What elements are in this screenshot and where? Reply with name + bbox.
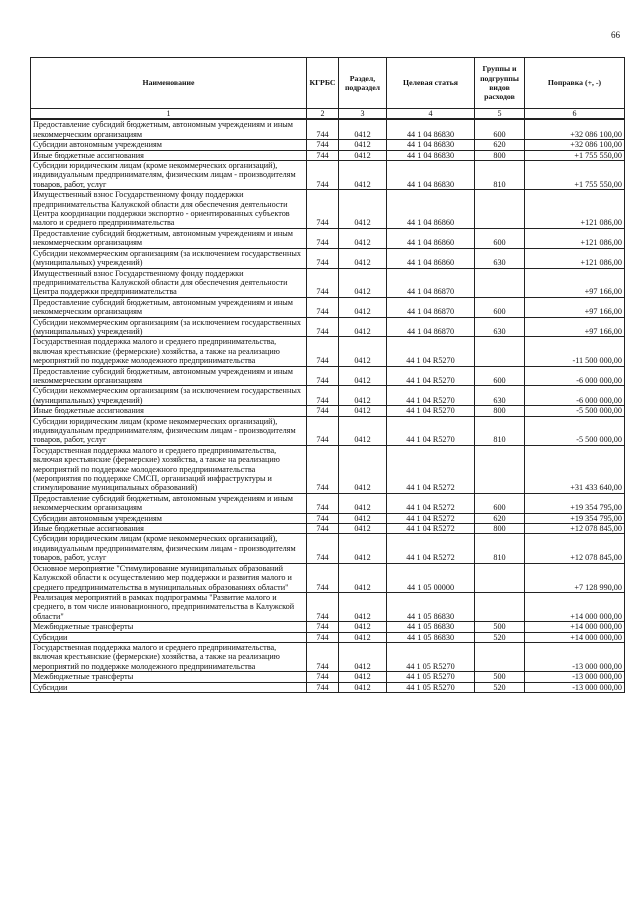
row-kgrbs: 744 [307, 150, 339, 160]
row-name: Субсидии автономным учреждениям [31, 513, 307, 523]
row-amount: +14 000 000,00 [525, 632, 625, 642]
row-kgrbs: 744 [307, 632, 339, 642]
row-kgrbs: 744 [307, 337, 339, 366]
table-row [31, 416, 625, 445]
row-target-article: 44 1 05 86830 [387, 592, 475, 621]
row-expense-group: 810 [475, 534, 525, 563]
row-expense-group [475, 592, 525, 621]
row-razdel: 0412 [339, 642, 387, 671]
row-amount: +14 000 000,00 [525, 592, 625, 621]
row-name: Субсидии [31, 632, 307, 642]
row-amount: -5 500 000,00 [525, 416, 625, 445]
row-target-article: 44 1 04 R5270 [387, 416, 475, 445]
row-name: Субсидии некоммерческим организациям (за исключением государственных (муниципальных) учреждений) [31, 248, 307, 268]
row-name: Субсидии некоммерческим организациям (за исключением государственных (муниципальных) учреждений) [31, 386, 307, 406]
row-target-article: 44 1 04 R5272 [387, 445, 475, 493]
header-razdel: Раздел, подраздел [339, 58, 387, 109]
row-target-article: 44 1 04 86830 [387, 140, 475, 150]
row-expense-group: 800 [475, 406, 525, 416]
row-expense-group: 620 [475, 140, 525, 150]
row-expense-group: 500 [475, 672, 525, 682]
row-name: Имущественный взнос Государственному фонду поддержки предпринимательства Калужской области для обеспечения деятельности Центра поддержки предпринимательства [31, 268, 307, 297]
row-expense-group: 620 [475, 513, 525, 523]
row-amount: +7 128 990,00 [525, 563, 625, 592]
row-kgrbs: 744 [307, 622, 339, 632]
row-name: Реализация мероприятий в рамках подпрограммы "Развитие малого и среднего, в том числе инновационного, предпринимательства в Калужской области" [31, 592, 307, 621]
row-target-article: 44 1 04 86870 [387, 297, 475, 317]
row-amount: +97 166,00 [525, 268, 625, 297]
row-razdel: 0412 [339, 672, 387, 682]
row-target-article: 44 1 04 86860 [387, 228, 475, 248]
row-target-article: 44 1 04 86870 [387, 317, 475, 337]
row-expense-group: 520 [475, 682, 525, 692]
row-name: Основное мероприятие "Стимулирование муниципальных образований Калужской области к осуществлению мер поддержки и развития малого и среднего предпринимательства в муниципальных образованиях области" [31, 563, 307, 592]
row-name: Субсидии [31, 682, 307, 692]
column-number: 1 [31, 109, 307, 120]
row-razdel: 0412 [339, 632, 387, 642]
row-name: Субсидии юридическим лицам (кроме некоммерческих организаций), индивидуальным предпринимателям, физическим лицам - производителям товаров, работ, услуг [31, 416, 307, 445]
table-row [31, 268, 625, 297]
row-kgrbs: 744 [307, 682, 339, 692]
row-kgrbs: 744 [307, 228, 339, 248]
row-target-article: 44 1 04 R5270 [387, 337, 475, 366]
row-razdel: 0412 [339, 161, 387, 190]
row-target-article: 44 1 04 R5270 [387, 406, 475, 416]
row-target-article: 44 1 04 86860 [387, 248, 475, 268]
row-amount: +1 755 550,00 [525, 161, 625, 190]
row-name: Предоставление субсидий бюджетным, автономным учреждениям и иным некоммерческим организациям [31, 297, 307, 317]
row-target-article: 44 1 05 00000 [387, 563, 475, 592]
row-kgrbs: 744 [307, 592, 339, 621]
row-expense-group [475, 268, 525, 297]
table-row [31, 119, 625, 139]
row-razdel: 0412 [339, 297, 387, 317]
row-razdel: 0412 [339, 140, 387, 150]
table-row [31, 524, 625, 534]
row-target-article: 44 1 04 R5270 [387, 386, 475, 406]
table-row [31, 297, 625, 317]
table-row [31, 632, 625, 642]
table-row [31, 493, 625, 513]
row-expense-group: 500 [475, 622, 525, 632]
row-expense-group: 630 [475, 248, 525, 268]
row-razdel: 0412 [339, 513, 387, 523]
row-target-article: 44 1 04 86870 [387, 268, 475, 297]
row-kgrbs: 744 [307, 366, 339, 386]
row-kgrbs: 744 [307, 317, 339, 337]
table-row [31, 190, 625, 229]
row-razdel: 0412 [339, 622, 387, 632]
row-target-article: 44 1 04 R5272 [387, 493, 475, 513]
row-name: Субсидии автономным учреждениям [31, 140, 307, 150]
table-row [31, 534, 625, 563]
row-kgrbs: 744 [307, 161, 339, 190]
row-razdel: 0412 [339, 386, 387, 406]
row-amount: +32 086 100,00 [525, 140, 625, 150]
row-amount: +97 166,00 [525, 297, 625, 317]
table-row [31, 317, 625, 337]
row-kgrbs: 744 [307, 642, 339, 671]
column-number: 5 [475, 109, 525, 120]
row-kgrbs: 744 [307, 513, 339, 523]
row-amount: +12 078 845,00 [525, 534, 625, 563]
row-kgrbs: 744 [307, 445, 339, 493]
row-amount: +19 354 795,00 [525, 513, 625, 523]
table-row [31, 150, 625, 160]
row-kgrbs: 744 [307, 297, 339, 317]
row-kgrbs: 744 [307, 416, 339, 445]
row-amount: +1 755 550,00 [525, 150, 625, 160]
row-razdel: 0412 [339, 119, 387, 139]
row-name: Государственная поддержка малого и среднего предпринимательства, включая крестьянские (фермерские) хозяйства, а также на реализацию мероприятий по поддержке молодежного предпринимательства [31, 642, 307, 671]
row-amount: +121 086,00 [525, 248, 625, 268]
row-kgrbs: 744 [307, 672, 339, 682]
row-target-article: 44 1 04 R5270 [387, 366, 475, 386]
column-number: 4 [387, 109, 475, 120]
row-expense-group [475, 563, 525, 592]
row-target-article: 44 1 04 86860 [387, 190, 475, 229]
row-amount: -11 500 000,00 [525, 337, 625, 366]
row-name: Имущественный взнос Государственному фонду поддержки предпринимательства Калужской области для обеспечения деятельности Центра координации поддержки экспортно - ориентированных субъектов малого и среднего предпринимательства [31, 190, 307, 229]
row-name: Иные бюджетные ассигнования [31, 150, 307, 160]
row-expense-group: 800 [475, 524, 525, 534]
row-amount: +121 086,00 [525, 190, 625, 229]
header-name: Наименование [31, 58, 307, 109]
header-kgrbs: КГРБС [307, 58, 339, 109]
row-name: Иные бюджетные ассигнования [31, 524, 307, 534]
row-amount: -5 500 000,00 [525, 406, 625, 416]
row-target-article: 44 1 05 R5270 [387, 682, 475, 692]
row-amount: -6 000 000,00 [525, 366, 625, 386]
row-target-article: 44 1 05 R5270 [387, 642, 475, 671]
row-razdel: 0412 [339, 534, 387, 563]
row-kgrbs: 744 [307, 406, 339, 416]
table-row [31, 337, 625, 366]
budget-table [30, 57, 625, 693]
row-expense-group: 600 [475, 297, 525, 317]
row-expense-group: 630 [475, 317, 525, 337]
row-razdel: 0412 [339, 563, 387, 592]
row-name: Межбюджетные трансферты [31, 622, 307, 632]
row-kgrbs: 744 [307, 119, 339, 139]
row-amount: -6 000 000,00 [525, 386, 625, 406]
row-razdel: 0412 [339, 524, 387, 534]
column-number: 6 [525, 109, 625, 120]
row-name: Предоставление субсидий бюджетным, автономным учреждениям и иным некоммерческим организациям [31, 366, 307, 386]
row-name: Предоставление субсидий бюджетным, автономным учреждениям и иным некоммерческим организациям [31, 119, 307, 139]
row-razdel: 0412 [339, 406, 387, 416]
row-target-article: 44 1 04 R5272 [387, 524, 475, 534]
row-amount: +31 433 640,00 [525, 445, 625, 493]
row-target-article: 44 1 04 86830 [387, 161, 475, 190]
header-amendment: Поправка (+, -) [525, 58, 625, 109]
row-amount: -13 000 000,00 [525, 642, 625, 671]
table-row [31, 366, 625, 386]
row-name: Субсидии юридическим лицам (кроме некоммерческих организаций), индивидуальным предпринимателям, физическим лицам - производителям товаров, работ, услуг [31, 534, 307, 563]
table-row [31, 672, 625, 682]
table-row [31, 642, 625, 671]
row-kgrbs: 744 [307, 534, 339, 563]
row-expense-group: 600 [475, 119, 525, 139]
row-amount: +97 166,00 [525, 317, 625, 337]
table-row [31, 563, 625, 592]
table-row [31, 248, 625, 268]
row-razdel: 0412 [339, 337, 387, 366]
table-row [31, 386, 625, 406]
row-target-article: 44 1 04 86830 [387, 119, 475, 139]
row-razdel: 0412 [339, 682, 387, 692]
page-number: 66 [611, 30, 620, 40]
row-razdel: 0412 [339, 592, 387, 621]
row-expense-group [475, 337, 525, 366]
row-razdel: 0412 [339, 366, 387, 386]
row-amount: +19 354 795,00 [525, 493, 625, 513]
row-kgrbs: 744 [307, 248, 339, 268]
row-target-article: 44 1 05 R5270 [387, 672, 475, 682]
row-target-article: 44 1 04 R5272 [387, 513, 475, 523]
row-razdel: 0412 [339, 228, 387, 248]
header-target-article: Целевая статья [387, 58, 475, 109]
table-row [31, 406, 625, 416]
row-expense-group: 810 [475, 161, 525, 190]
table-row [31, 140, 625, 150]
row-razdel: 0412 [339, 150, 387, 160]
row-amount: -13 000 000,00 [525, 682, 625, 692]
row-razdel: 0412 [339, 416, 387, 445]
row-target-article: 44 1 04 R5272 [387, 534, 475, 563]
row-expense-group: 630 [475, 386, 525, 406]
row-expense-group: 600 [475, 366, 525, 386]
table-row [31, 161, 625, 190]
table-row [31, 513, 625, 523]
table-row [31, 445, 625, 493]
row-amount: +32 086 100,00 [525, 119, 625, 139]
row-name: Субсидии некоммерческим организациям (за исключением государственных (муниципальных) учреждений) [31, 317, 307, 337]
row-expense-group: 520 [475, 632, 525, 642]
table-body [31, 119, 625, 692]
row-expense-group: 600 [475, 228, 525, 248]
row-expense-group: 800 [475, 150, 525, 160]
row-kgrbs: 744 [307, 140, 339, 150]
row-razdel: 0412 [339, 190, 387, 229]
header-expense-groups: Группы и подгруппы видов расходов [475, 58, 525, 109]
row-expense-group [475, 445, 525, 493]
row-kgrbs: 744 [307, 386, 339, 406]
row-target-article: 44 1 04 86830 [387, 150, 475, 160]
table-row [31, 592, 625, 621]
row-target-article: 44 1 05 86830 [387, 622, 475, 632]
row-razdel: 0412 [339, 248, 387, 268]
row-amount: +14 000 000,00 [525, 622, 625, 632]
row-name: Государственная поддержка малого и среднего предпринимательства, включая крестьянские (фермерские) хозяйства, а также на реализацию мероприятий по поддержке молодежного предпринимательства (мероприятия по поддержке СМСП, организаций инфраструктуры и стимулирование муниципальных образований) [31, 445, 307, 493]
header-row [31, 58, 625, 109]
row-razdel: 0412 [339, 493, 387, 513]
row-expense-group [475, 642, 525, 671]
row-razdel: 0412 [339, 317, 387, 337]
row-name: Иные бюджетные ассигнования [31, 406, 307, 416]
table-row [31, 682, 625, 692]
row-amount: -13 000 000,00 [525, 672, 625, 682]
row-kgrbs: 744 [307, 190, 339, 229]
row-amount: +12 078 845,00 [525, 524, 625, 534]
table-row [31, 228, 625, 248]
column-number: 2 [307, 109, 339, 120]
row-razdel: 0412 [339, 268, 387, 297]
row-name: Предоставление субсидий бюджетным, автономным учреждениям и иным некоммерческим организациям [31, 493, 307, 513]
row-name: Государственная поддержка малого и среднего предпринимательства, включая крестьянские (фермерские) хозяйства, а также на реализацию мероприятий по поддержке молодежного предпринимательства [31, 337, 307, 366]
row-expense-group: 600 [475, 493, 525, 513]
column-number-row [31, 109, 625, 120]
row-kgrbs: 744 [307, 563, 339, 592]
row-name: Предоставление субсидий бюджетным, автономным учреждениям и иным некоммерческим организациям [31, 228, 307, 248]
column-number: 3 [339, 109, 387, 120]
row-amount: +121 086,00 [525, 228, 625, 248]
row-name: Межбюджетные трансферты [31, 672, 307, 682]
table-row [31, 622, 625, 632]
row-expense-group [475, 190, 525, 229]
row-name: Субсидии юридическим лицам (кроме некоммерческих организаций), индивидуальным предпринимателям, физическим лицам - производителям товаров, работ, услуг [31, 161, 307, 190]
row-razdel: 0412 [339, 445, 387, 493]
row-kgrbs: 744 [307, 268, 339, 297]
row-target-article: 44 1 05 86830 [387, 632, 475, 642]
row-expense-group: 810 [475, 416, 525, 445]
row-kgrbs: 744 [307, 524, 339, 534]
row-kgrbs: 744 [307, 493, 339, 513]
